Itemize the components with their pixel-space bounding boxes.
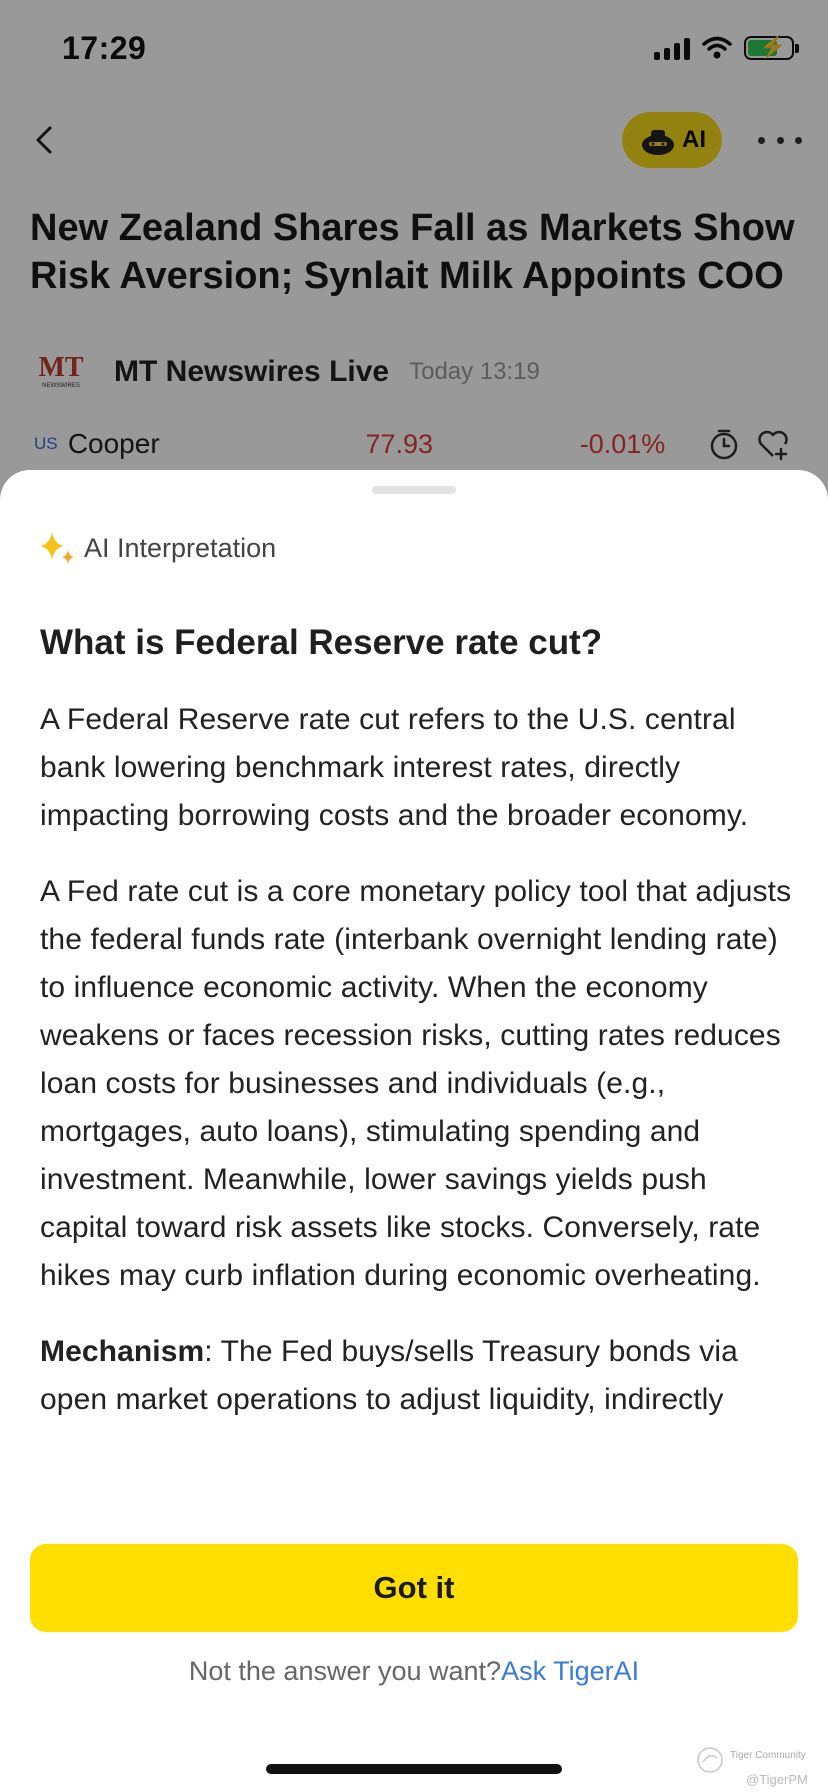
answer-paragraph: A Fed rate cut is a core monetary policy tool that adjusts the federal funds rate (interbank overnight lending rate) to influence economic activity. When the economy weakens or faces recession risks, cutting rates reduces loan costs for businesses and individuals (e.g., mortgages, auto loans), stimulating spending and investment. Meanwhile, lower savings yields push capital toward risk assets like stocks. Conversely, rate hikes may curb inflation during economic overheating. [40,875,792,1292]
article-title: New Zealand Shares Fall as Markets Show Risk Aversion; Synlait Milk Appoints COO [30,207,795,297]
question-heading: What is Federal Reserve rate cut? [40,623,603,662]
status-time: 17:29 [62,30,147,66]
stock-change: -0.01% [579,428,666,459]
sheet-header [38,528,276,568]
answer-paragraph [40,1328,792,1424]
tiger-logo-icon [694,1744,726,1776]
mechanism-text: : The Fed buys/sells Treasury bonds via open market operations to adjust liquidity, indirectly [40,1335,738,1416]
ask-prefix: Not the answer you want? [188,1656,502,1686]
source-logo: MT NEWSWIRES [38,352,84,389]
ask-tigerai-link[interactable]: Ask TigerAI [501,1656,640,1686]
got-it-button[interactable]: Got it [30,1544,798,1632]
watermark-community: Tiger Community [730,1750,806,1761]
stock-name: Cooper [67,428,160,459]
stock-price: 77.93 [365,428,434,459]
ai-interpretation-sheet [0,470,828,1792]
content-fade [0,1470,828,1510]
watermark [690,1742,820,1788]
home-indicator [266,1764,562,1774]
sheet-title: AI Interpretation [84,532,277,563]
market-badge: US [34,434,58,453]
answer-content[interactable] [40,620,792,1500]
answer-paragraph: A Federal Reserve rate cut refers to the U.S. central bank lowering benchmark interest rates, directly impacting borrowing costs and the broader economy. [40,703,749,832]
ask-row [0,1656,828,1687]
publish-time: Today 13:19 [409,358,540,385]
sparkle-icon [38,528,78,568]
watermark-handle: @TigerPM [746,1772,808,1787]
mechanism-label: Mechanism [40,1335,205,1368]
sheet-grabber[interactable] [372,486,456,494]
ai-button-label: AI [682,126,706,153]
source-name[interactable]: MT Newswires Live [114,355,390,388]
battery-charging-icon: ⚡ [744,36,794,60]
